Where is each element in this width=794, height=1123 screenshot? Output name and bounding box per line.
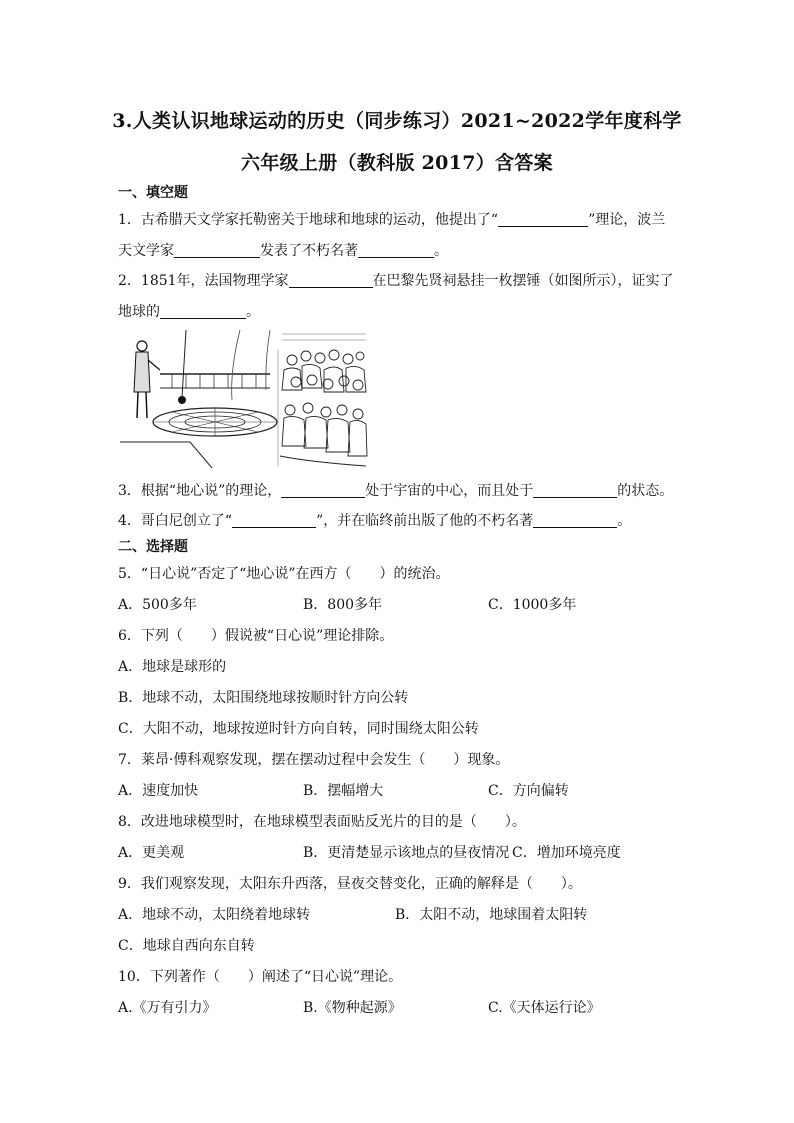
q2-blank-1[interactable] [289, 273, 373, 288]
q3-blank-1[interactable] [281, 483, 365, 498]
q4-blank-2[interactable] [533, 513, 617, 528]
q5-option-b[interactable]: B．800多年 [303, 597, 383, 613]
q6-option-a[interactable]: A．地球是球形的 [118, 659, 227, 675]
q9-option-c[interactable]: C．地球自西向东自转 [118, 938, 255, 954]
question-6-stem: 6．下列（ ）假说被“日心说”理论排除。 [118, 628, 394, 644]
q3-text-b: 处于宇宙的中心，而且处于 [365, 483, 534, 499]
question-5-stem: 5．“日心说”否定了“地心说”在西方（ ）的统治。 [118, 566, 450, 582]
question-10-stem: 10．下列著作（ ）阐述了“日心说”理论。 [118, 969, 403, 985]
q1-blank-2[interactable] [174, 243, 260, 258]
q4-text-c: 。 [617, 513, 632, 529]
question-7-stem: 7．莱昂·傅科观察发现，摆在摆动过程中会发生（ ）现象。 [118, 752, 510, 768]
q2-text-c: 地球的 [118, 304, 160, 320]
q7-option-c[interactable]: C．方向偏转 [488, 783, 569, 799]
question-4 [118, 510, 631, 530]
question-2-line2 [118, 301, 260, 321]
page-title-line1: 3.人类认识地球运动的历史（同步练习）2021~2022学年度科学 [112, 110, 682, 132]
q8-option-b[interactable]: B．更清楚显示该地点的昼夜情况 [303, 845, 510, 861]
q5-option-c[interactable]: C．1000多年 [488, 597, 577, 613]
question-1-line2 [118, 240, 448, 260]
q1-blank-3[interactable] [358, 243, 434, 258]
q2-text-b: 在巴黎先贤祠悬挂一枚摆锤（如图所示），证实了 [372, 273, 674, 289]
question-8-stem: 8．改进地球模型时，在地球模型表面贴反光片的目的是（ ）。 [118, 814, 526, 830]
foucault-pendulum-illustration [120, 330, 368, 468]
q1-blank-1[interactable] [498, 212, 588, 227]
q8-option-a[interactable]: A．更美观 [118, 845, 185, 861]
q1-text-c: 天文学家 [118, 243, 174, 259]
page-title-line2: 六年级上册（教科版 2017）含答案 [241, 152, 553, 174]
section-heading-multiple-choice: 二、选择题 [118, 539, 188, 555]
q2-text-d: 。 [246, 304, 260, 320]
q2-blank-2[interactable] [160, 304, 246, 319]
q3-text-a: 3．根据“地心说”的理论， [118, 483, 282, 499]
q3-text-c: 的状态。 [617, 483, 674, 499]
q4-text-a: 4．哥白尼创立了“ [118, 513, 233, 529]
q8-option-c[interactable]: C．增加环境亮度 [512, 845, 621, 861]
question-9-stem: 9．我们观察发现，太阳东升西落，昼夜交替变化，正确的解释是（ ）。 [118, 876, 582, 892]
question-1-line1 [118, 209, 665, 229]
question-3 [118, 480, 673, 500]
q5-option-a[interactable]: A．500多年 [118, 597, 197, 613]
q6-option-c[interactable]: C．大阳不动，地球按逆时针方向自转，同时围绕太阳公转 [118, 721, 479, 737]
section-heading-fill-blank: 一、填空题 [118, 185, 188, 201]
q10-option-a[interactable]: A.《万有引力》 [118, 1000, 217, 1016]
q1-text-d: 发表了不朽名著 [260, 243, 358, 259]
q10-option-b[interactable]: B.《物种起源》 [303, 1000, 402, 1016]
question-2-line1 [118, 270, 674, 290]
q4-text-b: ”，并在临终前出版了他的不朽名著 [316, 513, 534, 529]
q9-option-b[interactable]: B．太阳不动，地球围着太阳转 [395, 907, 588, 923]
q1-text-b: ”理论，波兰 [588, 212, 666, 228]
q10-option-c[interactable]: C.《天体运行论》 [488, 1000, 601, 1016]
q2-text-a: 2．1851年，法国物理学家 [118, 273, 289, 289]
q7-option-a[interactable]: A．速度加快 [118, 783, 199, 799]
q9-option-a[interactable]: A．地球不动，太阳绕着地球转 [118, 907, 311, 923]
q7-option-b[interactable]: B．摆幅增大 [303, 783, 384, 799]
q1-text-e: 。 [434, 243, 448, 259]
q4-blank-1[interactable] [232, 513, 316, 528]
q1-text-a: 1．古希腊天文学家托勒密关于地球和地球的运动，他提出了“ [118, 212, 499, 228]
q6-option-b[interactable]: B．地球不动，太阳围绕地球按顺时针方向公转 [118, 690, 409, 706]
q3-blank-2[interactable] [533, 483, 617, 498]
